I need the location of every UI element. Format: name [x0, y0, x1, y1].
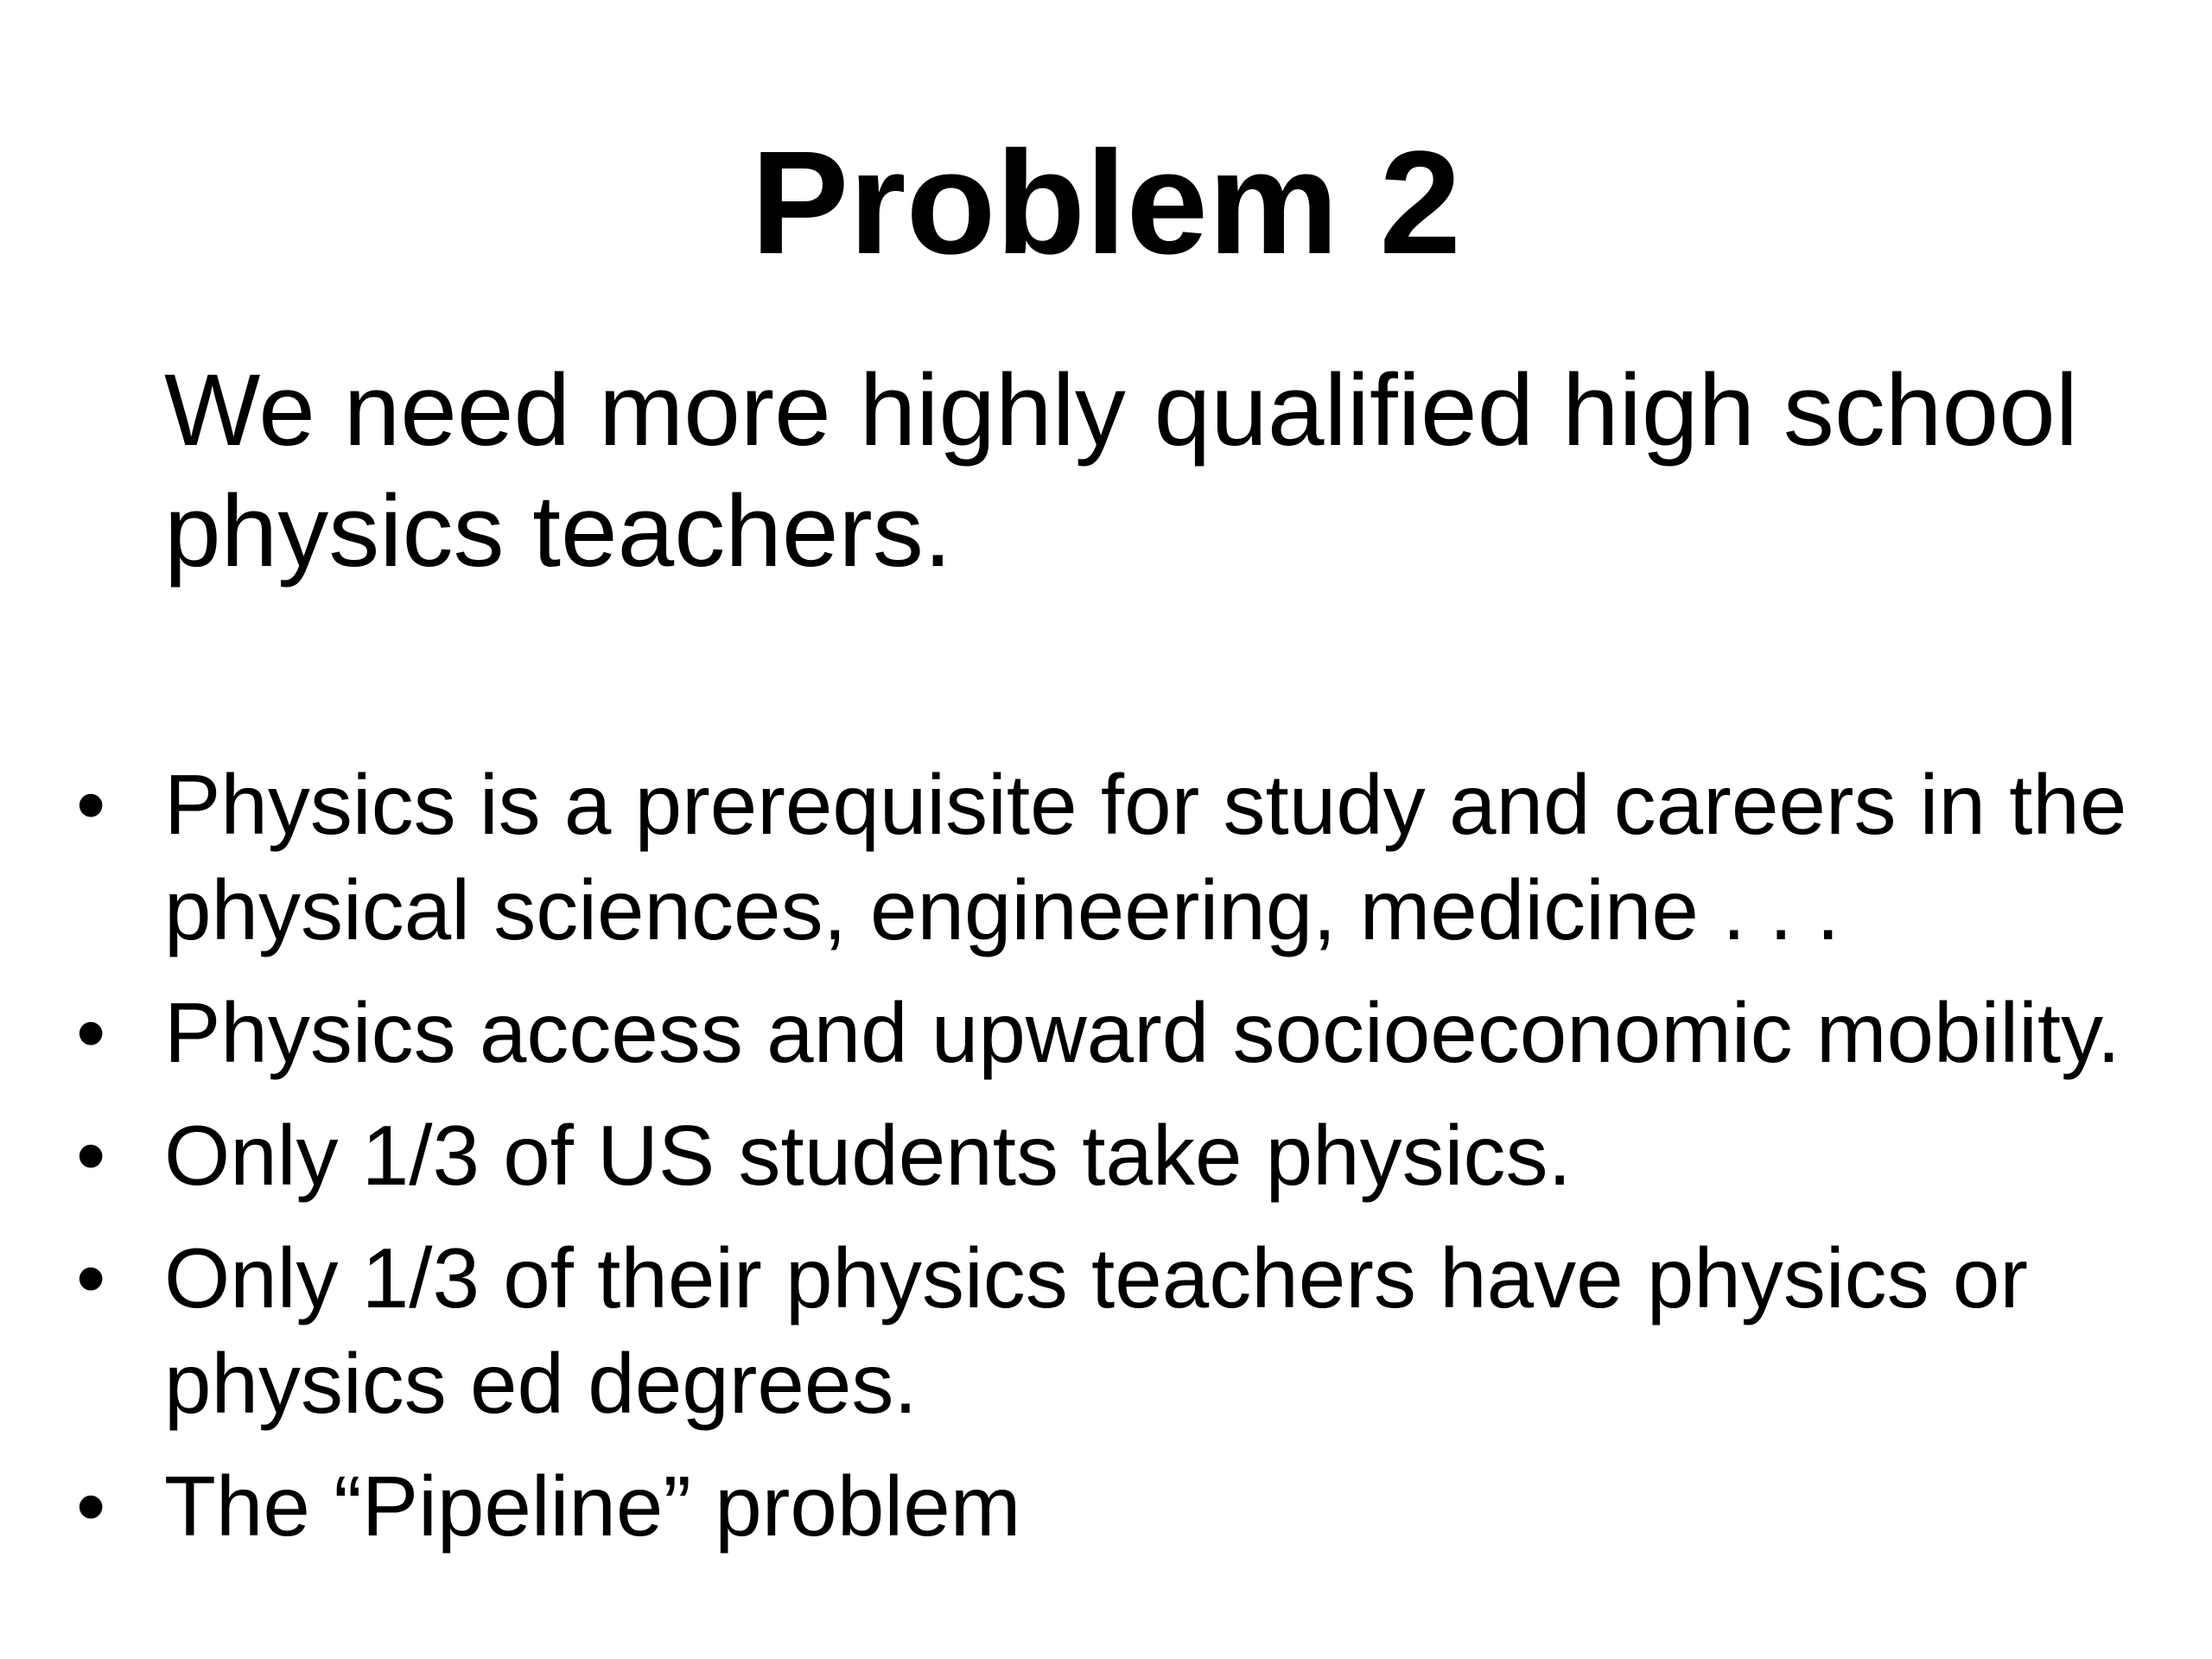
bullet-icon: •: [76, 985, 106, 1080]
list-item: [0, 1225, 2177, 1436]
bullet-list: [0, 752, 2177, 1576]
slide-title: Problem 2: [751, 121, 1461, 285]
bullet-text: Physics access and upward socioeconomic mobility.: [164, 985, 2121, 1080]
bullet-icon: •: [76, 1230, 106, 1325]
bullet-icon: •: [76, 1108, 106, 1203]
bullet-text: Only 1/3 of their physics teachers have physics or physics ed degrees.: [164, 1230, 2029, 1431]
bullet-text: Only 1/3 of US students take physics.: [164, 1108, 1572, 1203]
bullet-icon: •: [76, 757, 106, 852]
list-item: [0, 752, 2177, 963]
list-item: [0, 1453, 2177, 1559]
bullet-text: Physics is a prerequisite for study and careers in the physical sciences, engineering, medicine . . .: [164, 757, 2127, 957]
problem-statement: We need more highly qualified high school physics teachers.: [164, 353, 2078, 588]
list-item: [0, 980, 2177, 1085]
list-item: [0, 1103, 2177, 1208]
bullet-icon: •: [76, 1459, 106, 1554]
bullet-text: The “Pipeline” problem: [164, 1459, 1021, 1554]
